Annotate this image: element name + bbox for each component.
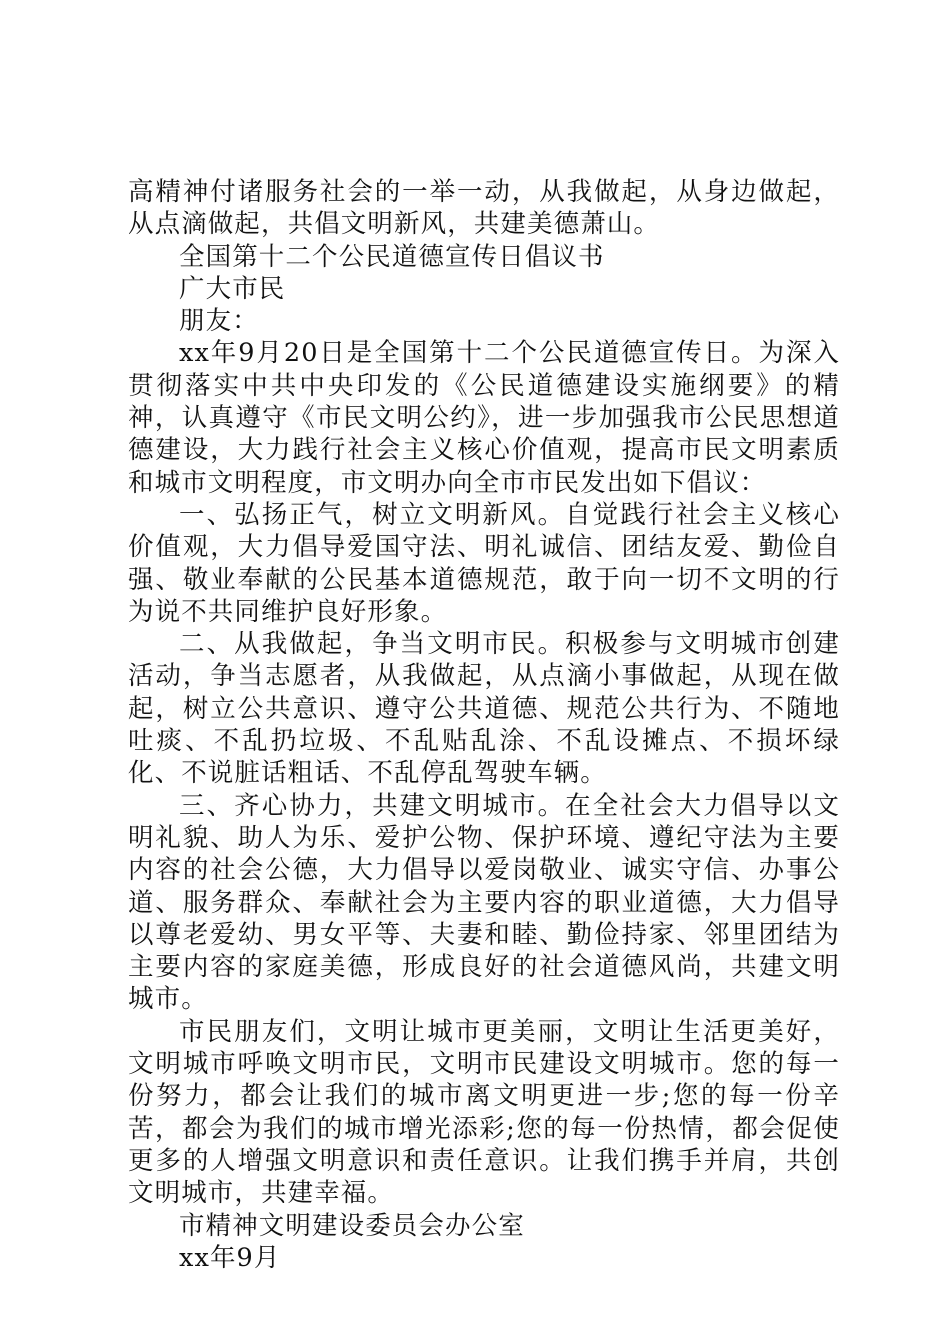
- paragraph-intro: xx年9月20日是全国第十二个公民道德宣传日。为深入贯彻落实中共中央印发的《公民道德建设实施纲要》的精神，认真遵守《市民文明公约》，进一步加强我市公民思想道德建设，大力践行社会主义核心价值观，提高市民文明素质和城市文明程度，市文明办向全市市民发出如下倡议：: [128, 338, 840, 498]
- paragraph-point-1: 一、弘扬正气，树立文明新风。自觉践行社会主义核心价值观，大力倡导爱国守法、明礼诚信、团结友爱、勤俭自强、敬业奉献的公民基本道德规范，敢于向一切不文明的行为说不共同维护良好形象。: [128, 499, 840, 627]
- salutation-line-1: 广大市民: [179, 273, 286, 304]
- paragraph-point-2: 二、从我做起，争当文明市民。积极参与文明城市创建活动，争当志愿者，从我做起，从点滴小事做起，从现在做起，树立公共意识、遵守公共道德、规范公共行为、不随地吐痰、不乱扔垃圾、不乱贴乱涂、不乱设摊点、不损坏绿化、不说脏话粗话、不乱停乱驾驶车辆。: [128, 629, 840, 789]
- signature-date: xx年9月: [179, 1242, 281, 1273]
- paragraph-continuation: 高精神付诸服务社会的一举一动，从我做起，从身边做起，从点滴做起，共倡文明新风，共建美德萧山。: [128, 177, 840, 240]
- document-page: [128, 176, 840, 1274]
- signature-organization: 市精神文明建设委员会办公室: [179, 1210, 525, 1241]
- salutation-line-2: 朋友：: [179, 306, 259, 337]
- paragraph-point-3: 三、齐心协力，共建文明城市。在全社会大力倡导以文明礼貌、助人为乐、爱护公物、保护环境、遵纪守法为主要内容的社会公德，大力倡导以爱岗敬业、诚实守信、办事公道、服务群众、奉献社会为主要内容的职业道德，大力倡导以尊老爱幼、男女平等、夫妻和睦、勤俭持家、邻里团结为主要内容的家庭美德，形成良好的社会道德风尚，共建文明城市。: [128, 790, 840, 1015]
- paragraph-closing: 市民朋友们，文明让城市更美丽，文明让生活更美好，文明城市呼唤文明市民，文明市民建设文明城市。您的每一份努力，都会让我们的城市离文明更进一步;您的每一份辛苦，都会为我们的城市增光添彩;您的每一份热情，都会促使更多的人增强文明意识和责任意识。让我们携手并肩，共创文明城市，共建幸福。: [128, 1016, 840, 1209]
- document-title: 全国第十二个公民道德宣传日倡议书: [179, 241, 605, 272]
